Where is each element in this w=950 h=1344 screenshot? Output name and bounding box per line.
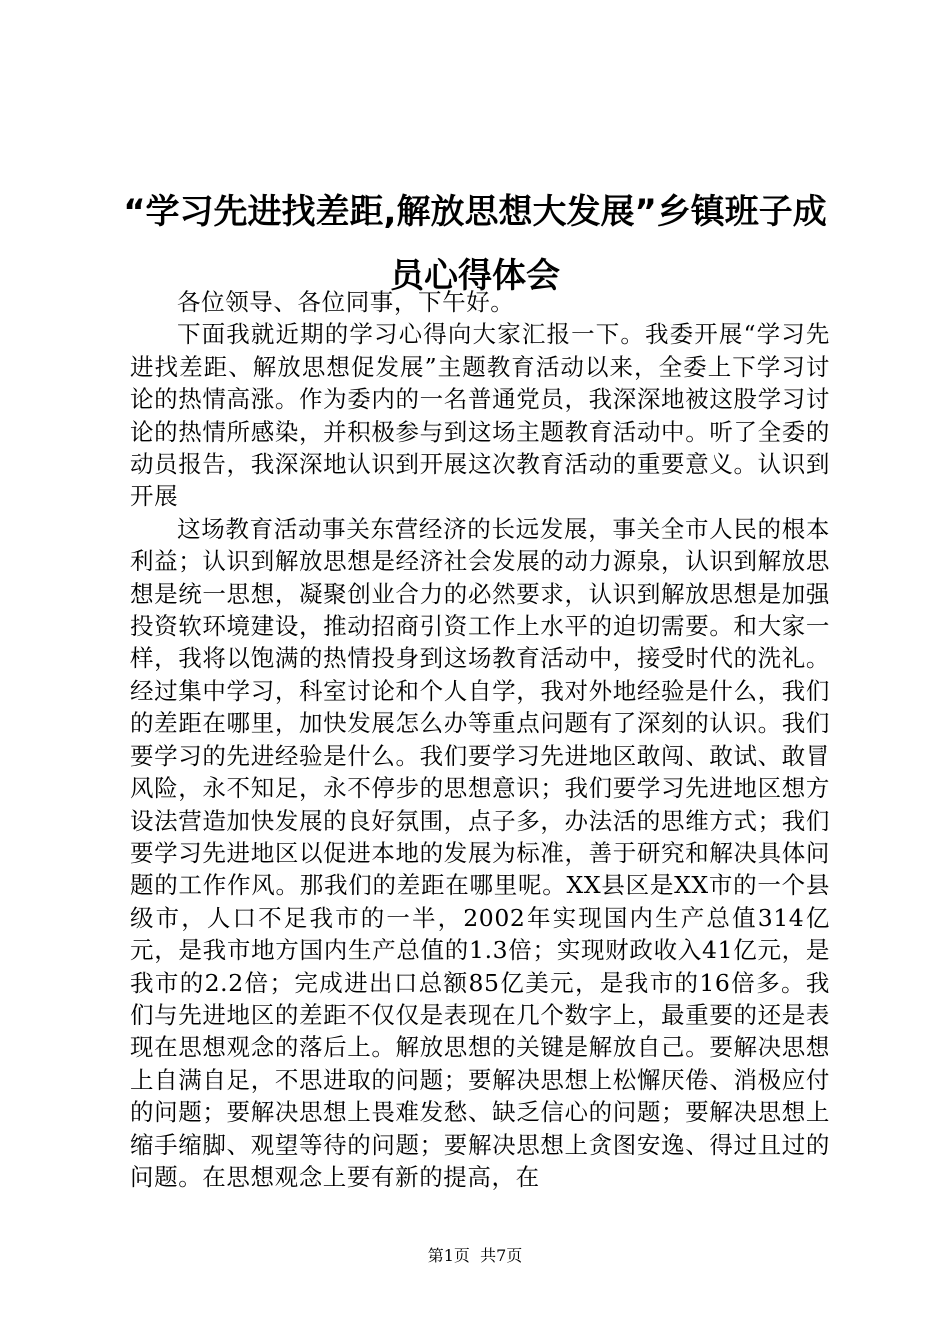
page-number: 第1页 [427,1246,470,1265]
page-total: 共7页 [480,1246,523,1265]
paragraph-introduction: 下面我就近期的学习心得向大家汇报一下。我委开展“学习先进找差距、解放思想促发展”主题教育活动以来，全委上下学习讨论的热情高涨。作为委内的一名普通党员，我深深地被这股学习讨论的热情所感染，并积极参与到这场主题教育活动中。听了全委的动员报告，我深深地认识到开展这次教育活动的重要意义。认识到开展 [130,320,830,511]
document-title: “学习先进找差距,解放思想大发展”乡镇班子成员心得体会 [123,192,827,296]
paragraph-greeting: 各位领导、各位同事，下午好。 [177,288,515,316]
document-body [130,286,830,1193]
paragraph-main: 这场教育活动事关东营经济的长远发展，事关全市人民的根本利益；认识到解放思想是经济社会发展的动力源泉，认识到解放思想是统一思想，凝聚创业合力的必然要求，认识到解放思想是加强投资软环境建设，推动招商引资工作上水平的迫切需要。和大家一样，我将以饱满的热情投身到这场教育活动中，接受时代的洗礼。经过集中学习，科室讨论和个人自学，我对外地经验是什么，我们的差距在哪里，加快发展怎么办等重点问题有了深刻的认识。我们要学习的先进经验是什么。我们要学习先进地区敢闯、敢试、敢冒风险，永不知足，永不停步的思想意识；我们要学习先进地区想方设法营造加快发展的良好氛围，点子多，办法活的思维方式；我们要学习先进地区以促进本地的发展为标准，善于研究和解决具体问题的工作作风。那我们的差距在哪里呢。XX县区是XX市的一个县级市，人口不足我市的一半，2002年实现国内生产总值314亿元，是我市地方国内生产总值的1.3倍；实现财政收入41亿元，是我市的2.2倍；完成进出口总额85亿美元，是我市的16倍多。我们与先进地区的差距不仅仅是表现在几个数字上，最重要的还是表现在思想观念的落后上。解放思想的关键是解放自己。要解决思想上自满自足，不思进取的问题；要解决思想上松懈厌倦、消极应付的问题；要解决思想上畏难发愁、缺乏信心的问题；要解决思想上缩手缩脚、观望等待的问题；要解决思想上贪图安逸、得过且过的问题。在思想观念上要有新的提高，在 [130,514,830,1191]
page-footer [0,1246,950,1266]
